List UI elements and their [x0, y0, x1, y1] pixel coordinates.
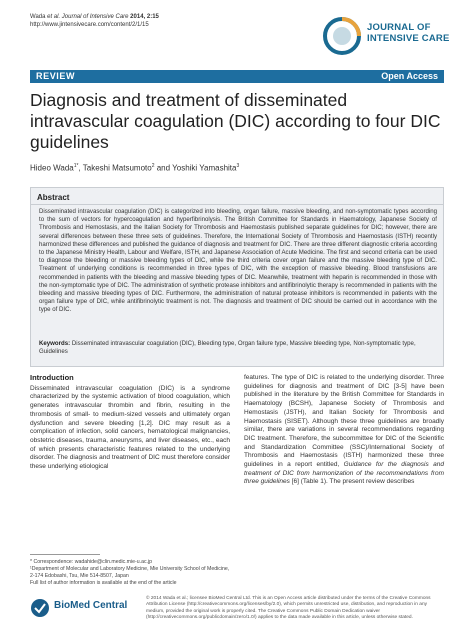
publisher-name: BioMed Central — [54, 600, 128, 611]
author-name[interactable]: Takeshi Matsumoto — [82, 163, 152, 173]
body-paragraph: features. The type of DIC is related to the underlying disorder. Three guidelines for diagnosis and treatment of DIC [3-5] have been published in the literature by the British Committee for Standards in Haematology (BCSH), Japanese Society of Thrombosis and Hemostasis (JSTH), and Italian Society for Thrombosis and Haemostasis (SISET). Although these three guidelines are broadly similar, there are variations in several recommendations regarding DIC treatment. Therefore, the subcommittee for DIC of the Scientific and Standardization Committee (SSC)/International Society of Thrombosis and Haemostasis (ISTH) harmonized these three guidelines in a report entitled, Guidance for the diagnosis and treatment of DIC from harmonization of the recommendations from three guidelines [6] (Table 1). The present review describes — [244, 374, 444, 486]
affiliation-note: ¹Department of Molecular and Laboratory Medicine, Mie University School of Medicine, 2-174 Edobashi, Tsu, Mie 514-8507, Japan — [30, 566, 230, 579]
body-column-left — [30, 374, 230, 472]
keywords-list: Disseminated intravascular coagulation (DIC), Bleeding type, Organ failure type, Massive bleeding type, Non-symptomatic type, Guidelines — [39, 340, 416, 356]
citation-header — [30, 13, 290, 29]
keywords — [39, 340, 437, 356]
section-heading-introduction: Introduction — [30, 373, 74, 382]
body-column-right — [244, 374, 444, 487]
citation-line-1: Wada et al. Journal of Intensive Care 2014, 2:15 — [30, 14, 159, 20]
abstract-box — [30, 187, 444, 367]
correspondence-note[interactable]: * Correspondence: wadahide@clin.medic.mie-u.ac.jp — [30, 559, 153, 565]
journal-name: JOURNAL OF INTENSIVE CARE — [367, 22, 450, 44]
article-title: Diagnosis and treatment of disseminated intravascular coagulation (DIC) according to four DIC guidelines — [30, 90, 441, 152]
author-info-note: Full list of author information is available at the end of the article — [30, 580, 177, 586]
footnotes — [30, 559, 230, 587]
author-name[interactable]: Yoshiki Yamashita — [172, 163, 237, 173]
license-text: © 2014 Wada et al.; licensee BioMed Central Ltd. This is an Open Access article distributed under the terms of the Creative Commons Attribution License (http://creativecommons.org/licenses/by/2.0), which permits unrestricted use, distribution, and reproduction in any medium, provided the original work is properly cited. The Creative Commons Public Domain Dedication waiver (http://creativecommons.org/publicdomain/zero/1.0/) applies to the data made available in this article, unless otherwise stated. — [146, 596, 431, 621]
author-list: Hideo Wada$^{1*}$, Takeshi Matsumoto$^2$ and Yoshiki Yamashita$^3$ — [30, 163, 240, 173]
abstract-heading: Abstract — [37, 193, 70, 202]
abstract-text: Disseminated intravascular coagulation (DIC) is categorized into bleeding, organ failure, massive bleeding, and non-symptomatic types according to the sum of vectors for hypercoagulation and hyperfibrinolysis. The British Committee for Standards in Haematology, Japanese Society of Thrombosis and Hemostasis, and the Italian Society for Thrombosis and Haemostasis published separate guidelines for DIC; however, there are several differences between these three sets of guidelines. Therefore, the International Society of Thrombosis and Haemostasis (ISTH) recently harmonized these differences and published the guidance of diagnosis and treatment for DIC. There are three different diagnostic criteria according to the Japanese Ministry Health, Labour and Welfare, ISTH, and Japanese Association of Acute Medicine. The first and second criteria can be used to diagnose the bleeding or massive bleeding types of DIC, while the third criteria cover organ failure and the massive bleeding type of DIC. Treatment of underlying conditions is recommended in three types of DIC, with the exception of massive bleeding. Blood transfusions are recommended in patients with the bleeding and massive bleeding types of DIC. Meanwhile, treatment with heparin is recommended in those with the non-symptomatic type of DIC. The administration of synthetic protease inhibitors and antifibrinolytic therapy is recommended in patients with the bleeding and massive bleeding types of DIC. Furthermore, the administration of natural protease inhibitors is recommended in patients with the organ failure type of DIC, while antifibrinolytic treatment is not. The diagnosis and treatment of DIC should be carried out in accordance with the type of DIC. — [39, 208, 437, 314]
article-type-band — [30, 70, 444, 83]
open-access-label: Open Access — [381, 71, 438, 81]
abstract-divider — [31, 204, 443, 205]
footnote-divider — [30, 554, 100, 555]
body-paragraph: Disseminated intravascular coagulation (DIC) is a syndrome characterized by the systemic activation of blood coagulation, which generates intravascular thrombin and fibrin, resulting in the thrombosis of small- to medium-sized vessels and ultimately organ dysfunction and severe bleeding [1,2]. DIC may result as a complication of infection, solid cancers, hematological malignancies, obstetric diseases, trauma, aneurysms, and liver diseases, etc., each of which presents characteristic features related to the underlying disorder. The diagnosis and treatment of DIC must therefore consider these underlying etiological — [30, 384, 230, 471]
author-name[interactable]: Hideo Wada — [30, 163, 74, 173]
citation-url[interactable]: http://www.jintensivecare.com/content/2/1/15 — [30, 22, 149, 28]
article-type-label: REVIEW — [36, 71, 76, 81]
keywords-label: Keywords: — [39, 340, 71, 347]
